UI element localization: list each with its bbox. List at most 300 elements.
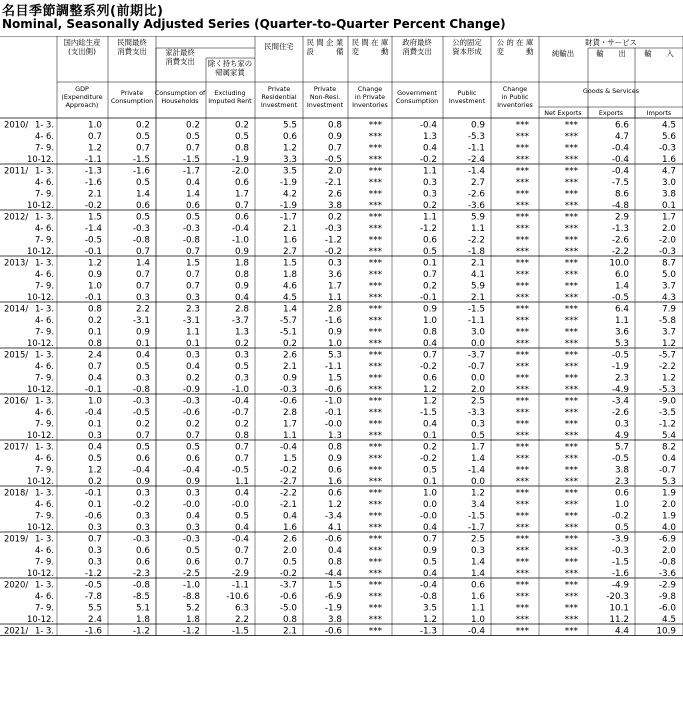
cell-exp: -0.3 xyxy=(611,545,629,556)
header-goods-services-en: Goods & Services xyxy=(582,87,640,95)
page-subtitle: Nominal, Seasonally Adjusted Series (Quarter-to-Quarter Percent Change) xyxy=(2,17,506,31)
table-row xyxy=(27,292,676,303)
cell-hh: 0.5 xyxy=(186,545,200,556)
cell-hh: 0.6 xyxy=(186,557,200,568)
row-year-label: 2020/ xyxy=(4,579,29,590)
cell-inv: *** xyxy=(368,488,382,499)
cell-exp: -4.8 xyxy=(611,200,629,211)
header-gdp-en: GDP xyxy=(75,85,89,93)
cell-hh: 2.3 xyxy=(186,304,200,315)
cell-pub: 2.1 xyxy=(471,258,485,269)
cell-res: -0.2 xyxy=(279,465,297,476)
cell-pub: -0.7 xyxy=(467,361,485,372)
cell-nonres: 3.8 xyxy=(328,614,342,625)
cell-net: *** xyxy=(564,189,578,200)
row-quarter-label: 10-12. xyxy=(27,383,54,394)
cell-res: 1.4 xyxy=(283,304,297,315)
header-residential-en: Residential xyxy=(261,93,297,101)
cell-gdp: 0.3 xyxy=(88,545,102,556)
cell-inv: *** xyxy=(368,557,382,568)
row-quarter-label: 10-12. xyxy=(27,199,54,210)
cell-nonres: 5.3 xyxy=(328,350,342,361)
cell-pub: -1.1 xyxy=(467,143,485,154)
cell-nonres: 1.5 xyxy=(328,373,342,384)
cell-pub: 3.4 xyxy=(471,499,485,510)
cell-inv: *** xyxy=(368,476,382,487)
cell-res: 4.2 xyxy=(283,189,297,200)
table-row xyxy=(35,131,676,142)
table-body xyxy=(4,119,676,636)
cell-nonres: 0.4 xyxy=(328,545,342,556)
cell-pc: -8.5 xyxy=(132,591,150,602)
cell-gdp: 1.2 xyxy=(88,465,102,476)
cell-res: 4.6 xyxy=(283,281,297,292)
row-quarter-label: 4- 6. xyxy=(34,544,54,555)
cell-ex: -2.0 xyxy=(231,166,249,177)
cell-gov: -0.4 xyxy=(419,120,437,131)
cell-pub: 1.1 xyxy=(471,223,485,234)
header-nonres-ja: 設 備 xyxy=(306,47,344,56)
cell-gov: 0.4 xyxy=(423,338,437,349)
cell-gdp: -1.4 xyxy=(84,223,102,234)
cell-nonres: 0.3 xyxy=(328,258,342,269)
cell-net: *** xyxy=(564,591,578,602)
cell-pc: 0.5 xyxy=(136,212,150,223)
cell-pc: 0.9 xyxy=(136,327,150,338)
cell-inv: *** xyxy=(368,338,382,349)
cell-pub: -2.6 xyxy=(467,189,485,200)
cell-imp: 3.0 xyxy=(662,177,676,188)
cell-res: 2.6 xyxy=(283,534,297,545)
cell-ex: -1.0 xyxy=(231,384,249,395)
cell-hh: 0.2 xyxy=(186,120,200,131)
row-quarter-label: 7- 9. xyxy=(34,234,54,245)
cell-pubinv: *** xyxy=(515,476,529,487)
cell-gov: -0.1 xyxy=(419,292,437,303)
row-quarter-label: 7- 9. xyxy=(34,188,54,199)
cell-imp: 1.6 xyxy=(662,154,676,165)
cell-res: 2.8 xyxy=(283,407,297,418)
cell-gov: 0.7 xyxy=(423,350,437,361)
cell-exp: -20.3 xyxy=(606,591,629,602)
cell-hh: -2.5 xyxy=(182,568,200,579)
cell-pubinv: *** xyxy=(515,246,529,257)
cell-gdp: 0.2 xyxy=(88,476,102,487)
cell-hh: -0.3 xyxy=(182,223,200,234)
cell-pub: 1.0 xyxy=(471,614,485,625)
cell-res: 2.1 xyxy=(283,361,297,372)
cell-nonres: -0.6 xyxy=(324,626,342,637)
cell-net: *** xyxy=(564,223,578,234)
cell-pc: 1.4 xyxy=(136,258,150,269)
cell-hh: 0.7 xyxy=(186,430,200,441)
header-exports-en: Exports xyxy=(598,109,624,117)
cell-gdp: 0.3 xyxy=(88,522,102,533)
row-quarter-label: 1- 3. xyxy=(34,349,54,360)
cell-nonres: -0.0 xyxy=(324,419,342,430)
cell-inv: *** xyxy=(368,407,382,418)
cell-nonres: 0.9 xyxy=(328,453,342,464)
cell-gov: 0.2 xyxy=(423,442,437,453)
cell-exp: 11.2 xyxy=(609,614,629,625)
cell-gdp: 0.3 xyxy=(88,430,102,441)
cell-exp: 0.3 xyxy=(615,419,629,430)
cell-hh: 1.8 xyxy=(186,614,200,625)
cell-nonres: 1.1 xyxy=(328,292,342,303)
cell-nonres: 0.8 xyxy=(328,557,342,568)
cell-nonres: 0.9 xyxy=(328,327,342,338)
cell-res: 3.3 xyxy=(283,154,297,165)
table-row xyxy=(35,280,676,291)
table-row xyxy=(35,315,676,326)
cell-pubinv: *** xyxy=(515,384,529,395)
cell-ex: 1.8 xyxy=(235,258,249,269)
cell-exp: -0.5 xyxy=(611,292,629,303)
cell-pc: 0.7 xyxy=(136,281,150,292)
header-excluding-rent-ja: 帰属家賃 xyxy=(215,68,245,77)
row-quarter-label: 4- 6. xyxy=(34,222,54,233)
cell-ex: 1.7 xyxy=(235,189,249,200)
cell-pub: 1.1 xyxy=(471,603,485,614)
cell-ex: -2.9 xyxy=(231,568,249,579)
cell-pubinv: *** xyxy=(515,269,529,280)
table-header xyxy=(61,38,674,117)
table-row xyxy=(35,464,676,475)
cell-pc: 0.1 xyxy=(136,338,150,349)
cell-pubinv: *** xyxy=(515,315,529,326)
cell-inv: *** xyxy=(368,522,382,533)
cell-res: 1.2 xyxy=(283,143,297,154)
cell-gov: -1.2 xyxy=(419,223,437,234)
cell-gov: -0.2 xyxy=(419,361,437,372)
row-year-label: 2016/ xyxy=(4,395,29,406)
cell-hh: 0.4 xyxy=(186,511,200,522)
cell-nonres: -0.5 xyxy=(324,154,342,165)
header-gdp-ja: 国内総生産 xyxy=(63,38,101,47)
cell-inv: *** xyxy=(368,442,382,453)
cell-ex: 0.5 xyxy=(235,131,249,142)
table-row xyxy=(35,326,676,337)
cell-inv: *** xyxy=(368,292,382,303)
cell-exp: -4.9 xyxy=(611,384,629,395)
cell-gdp: 2.4 xyxy=(88,614,102,625)
cell-pub: -1.7 xyxy=(467,522,485,533)
cell-pub: 2.7 xyxy=(471,177,485,188)
cell-res: -5.0 xyxy=(279,603,297,614)
cell-net: *** xyxy=(564,131,578,142)
cell-inv: *** xyxy=(368,269,382,280)
table-row xyxy=(27,154,676,165)
cell-net: *** xyxy=(564,246,578,257)
cell-exp: 8.6 xyxy=(615,189,629,200)
cell-gov: -0.8 xyxy=(419,591,437,602)
cell-exp: 4.9 xyxy=(615,430,629,441)
cell-nonres: 1.5 xyxy=(328,580,342,591)
cell-ex: -0.4 xyxy=(231,534,249,545)
row-quarter-label: 4- 6. xyxy=(34,268,54,279)
cell-net: *** xyxy=(564,350,578,361)
cell-inv: *** xyxy=(368,453,382,464)
cell-inv: *** xyxy=(368,361,382,372)
header-nonres-ja: 民 間 企 業 xyxy=(306,38,344,47)
cell-pc: 0.6 xyxy=(136,557,150,568)
cell-pub: 0.9 xyxy=(471,120,485,131)
cell-gdp: -0.5 xyxy=(84,580,102,591)
cell-res: 3.5 xyxy=(283,166,297,177)
cell-exp: 1.1 xyxy=(615,315,629,326)
cell-hh: 1.1 xyxy=(186,327,200,338)
cell-gov: 0.1 xyxy=(423,476,437,487)
header-net-exports-ja: 純輸出 xyxy=(551,49,575,58)
cell-pub: 0.0 xyxy=(471,476,485,487)
cell-exp: 3.6 xyxy=(615,327,629,338)
cell-imp: 4.3 xyxy=(662,292,676,303)
cell-exp: -2.6 xyxy=(611,235,629,246)
cell-pub: 2.5 xyxy=(471,534,485,545)
cell-exp: -1.5 xyxy=(611,557,629,568)
cell-pubinv: *** xyxy=(515,568,529,579)
cell-ex: 0.4 xyxy=(235,488,249,499)
cell-imp: -9.0 xyxy=(658,396,676,407)
row-quarter-label: 4- 6. xyxy=(34,590,54,601)
cell-pubinv: *** xyxy=(515,419,529,430)
cell-hh: 0.4 xyxy=(186,177,200,188)
cell-pubinv: *** xyxy=(515,591,529,602)
header-nonres-en: Non-Resi. xyxy=(309,93,341,101)
cell-hh: 5.2 xyxy=(186,603,200,614)
cell-pc: 0.2 xyxy=(136,120,150,131)
cell-pc: 0.9 xyxy=(136,476,150,487)
cell-pc: 0.7 xyxy=(136,430,150,441)
cell-inv: *** xyxy=(368,511,382,522)
cell-imp: 8.2 xyxy=(662,442,676,453)
cell-inv: *** xyxy=(368,603,382,614)
cell-res: -1.7 xyxy=(279,212,297,223)
cell-pc: -0.5 xyxy=(132,407,150,418)
cell-pubinv: *** xyxy=(515,465,529,476)
row-quarter-label: 7- 9. xyxy=(34,142,54,153)
cell-inv: *** xyxy=(368,304,382,315)
cell-pubinv: *** xyxy=(515,258,529,269)
table-row xyxy=(35,556,676,567)
cell-pc: 0.6 xyxy=(136,200,150,211)
cell-net: *** xyxy=(564,465,578,476)
cell-nonres: -0.1 xyxy=(324,407,342,418)
cell-pc: -2.3 xyxy=(132,568,150,579)
cell-hh: -1.2 xyxy=(182,626,200,637)
cell-ex: 1.3 xyxy=(235,327,249,338)
cell-hh: -8.8 xyxy=(182,591,200,602)
cell-pub: 5.9 xyxy=(471,212,485,223)
cell-hh: 1.4 xyxy=(186,189,200,200)
cell-nonres: 1.6 xyxy=(328,476,342,487)
cell-gdp: -0.1 xyxy=(84,488,102,499)
cell-net: *** xyxy=(564,603,578,614)
cell-res: -2.1 xyxy=(279,499,297,510)
cell-gov: 0.3 xyxy=(423,189,437,200)
cell-nonres: 1.2 xyxy=(328,499,342,510)
row-quarter-label: 10-12. xyxy=(27,429,54,440)
row-quarter-label: 1- 3. xyxy=(34,395,54,406)
row-quarter-label: 1- 3. xyxy=(34,625,54,636)
cell-gov: -0.0 xyxy=(419,511,437,522)
cell-exp: -1.6 xyxy=(611,568,629,579)
cell-hh: -0.3 xyxy=(182,534,200,545)
cell-imp: 3.7 xyxy=(662,281,676,292)
cell-res: 1.5 xyxy=(283,453,297,464)
cell-gov: 0.5 xyxy=(423,465,437,476)
cell-res: -2.7 xyxy=(279,476,297,487)
cell-pubinv: *** xyxy=(515,327,529,338)
cell-exp: 10.0 xyxy=(609,258,629,269)
cell-pub: 0.0 xyxy=(471,338,485,349)
cell-net: *** xyxy=(564,568,578,579)
row-year-label: 2013/ xyxy=(4,257,29,268)
cell-gov: -1.3 xyxy=(419,626,437,637)
header-imports-en: Imports xyxy=(646,109,672,117)
cell-gdp: 0.8 xyxy=(88,338,102,349)
header-government-ja: 消費支出 xyxy=(402,47,432,56)
cell-pubinv: *** xyxy=(515,120,529,131)
cell-pc: 0.4 xyxy=(136,350,150,361)
cell-exp: 3.8 xyxy=(615,465,629,476)
cell-imp: 3.8 xyxy=(662,189,676,200)
cell-hh: -1.0 xyxy=(182,580,200,591)
row-quarter-label: 10-12. xyxy=(27,567,54,578)
cell-ex: 2.8 xyxy=(235,304,249,315)
cell-exp: -2.6 xyxy=(611,407,629,418)
cell-ex: 0.8 xyxy=(235,143,249,154)
header-households-ja: 消費支出 xyxy=(165,57,195,66)
cell-res: -5.1 xyxy=(279,327,297,338)
cell-net: *** xyxy=(564,476,578,487)
cell-nonres: -1.9 xyxy=(324,603,342,614)
cell-hh: 0.5 xyxy=(186,212,200,223)
cell-hh: 0.7 xyxy=(186,246,200,257)
cell-nonres: -0.6 xyxy=(324,534,342,545)
cell-pc: 1.8 xyxy=(136,614,150,625)
cell-gov: 0.6 xyxy=(423,373,437,384)
cell-pc: 0.3 xyxy=(136,292,150,303)
cell-imp: 5.6 xyxy=(662,131,676,142)
cell-gov: 0.2 xyxy=(423,281,437,292)
table-row xyxy=(27,200,676,211)
cell-pubinv: *** xyxy=(515,603,529,614)
cell-pubinv: *** xyxy=(515,442,529,453)
cell-inv: *** xyxy=(368,591,382,602)
cell-exp: 6.4 xyxy=(615,304,629,315)
row-quarter-label: 10-12. xyxy=(27,153,54,164)
table-row xyxy=(27,430,676,441)
cell-ex: 0.8 xyxy=(235,269,249,280)
cell-net: *** xyxy=(564,166,578,177)
cell-res: 0.8 xyxy=(283,614,297,625)
cell-ex: 0.6 xyxy=(235,177,249,188)
row-quarter-label: 1- 3. xyxy=(34,119,54,130)
cell-ex: 0.7 xyxy=(235,200,249,211)
table-row xyxy=(4,257,676,268)
cell-exp: -0.5 xyxy=(611,350,629,361)
cell-pubinv: *** xyxy=(515,166,529,177)
cell-net: *** xyxy=(564,338,578,349)
cell-gdp: 0.4 xyxy=(88,373,102,384)
cell-pub: -1.4 xyxy=(467,166,485,177)
cell-pub: 0.3 xyxy=(471,419,485,430)
cell-pubinv: *** xyxy=(515,281,529,292)
header-public-inventories-en: Change xyxy=(502,85,528,93)
cell-gdp: 0.7 xyxy=(88,534,102,545)
header-government-en: Government xyxy=(397,89,437,97)
header-nonres-en: Investment xyxy=(306,101,344,109)
header-private-inventories-en: Inventories xyxy=(352,101,388,109)
cell-pub: -5.3 xyxy=(467,131,485,142)
cell-net: *** xyxy=(564,407,578,418)
cell-gov: 0.4 xyxy=(423,419,437,430)
cell-res: -1.9 xyxy=(279,200,297,211)
row-quarter-label: 4- 6. xyxy=(34,130,54,141)
cell-hh: 0.5 xyxy=(186,442,200,453)
row-year-label: 2011/ xyxy=(4,165,29,176)
row-quarter-label: 4- 6. xyxy=(34,406,54,417)
cell-pc: 0.3 xyxy=(136,488,150,499)
cell-exp: 1.0 xyxy=(615,499,629,510)
header-public-investment-ja: 公的固定 xyxy=(452,38,482,47)
header-gdp-ja: (支出側) xyxy=(68,47,96,56)
cell-pub: 1.4 xyxy=(471,568,485,579)
cell-nonres: -6.9 xyxy=(324,591,342,602)
cell-ex: 0.7 xyxy=(235,453,249,464)
cell-gov: 0.6 xyxy=(423,235,437,246)
row-quarter-label: 1- 3. xyxy=(34,165,54,176)
cell-inv: *** xyxy=(368,315,382,326)
cell-net: *** xyxy=(564,327,578,338)
cell-net: *** xyxy=(564,396,578,407)
cell-gdp: 0.7 xyxy=(88,361,102,372)
row-quarter-label: 7- 9. xyxy=(34,602,54,613)
cell-inv: *** xyxy=(368,419,382,430)
cell-pubinv: *** xyxy=(515,154,529,165)
header-public-inventories-ja: 公 的 在 庫 xyxy=(496,38,534,47)
cell-res: 0.5 xyxy=(283,557,297,568)
table-row xyxy=(4,625,676,636)
cell-pc: 1.4 xyxy=(136,189,150,200)
cell-pub: 0.6 xyxy=(471,580,485,591)
row-quarter-label: 10-12. xyxy=(27,245,54,256)
header-private-consumption-en: Consumption xyxy=(110,97,154,105)
header-residential-en: Private xyxy=(267,85,291,93)
header-public-inventories-ja: 変 動 xyxy=(496,47,534,56)
row-year-label: 2010/ xyxy=(4,119,29,130)
cell-net: *** xyxy=(564,614,578,625)
header-public-inventories-en: in Public xyxy=(501,93,529,101)
cell-res: 2.1 xyxy=(283,223,297,234)
cell-pubinv: *** xyxy=(515,407,529,418)
cell-pub: -2.2 xyxy=(467,235,485,246)
cell-res: 1.8 xyxy=(283,269,297,280)
cell-gdp: 2.1 xyxy=(88,189,102,200)
cell-net: *** xyxy=(564,292,578,303)
table-row xyxy=(35,510,676,521)
cell-exp: -7.5 xyxy=(611,177,629,188)
cell-inv: *** xyxy=(368,131,382,142)
cell-exp: -1.9 xyxy=(611,361,629,372)
cell-pc: -0.3 xyxy=(132,396,150,407)
table-row xyxy=(35,177,676,188)
table-row xyxy=(27,568,676,579)
cell-pc: -0.8 xyxy=(132,235,150,246)
cell-exp: 0.6 xyxy=(615,488,629,499)
cell-ex: -0.4 xyxy=(231,223,249,234)
